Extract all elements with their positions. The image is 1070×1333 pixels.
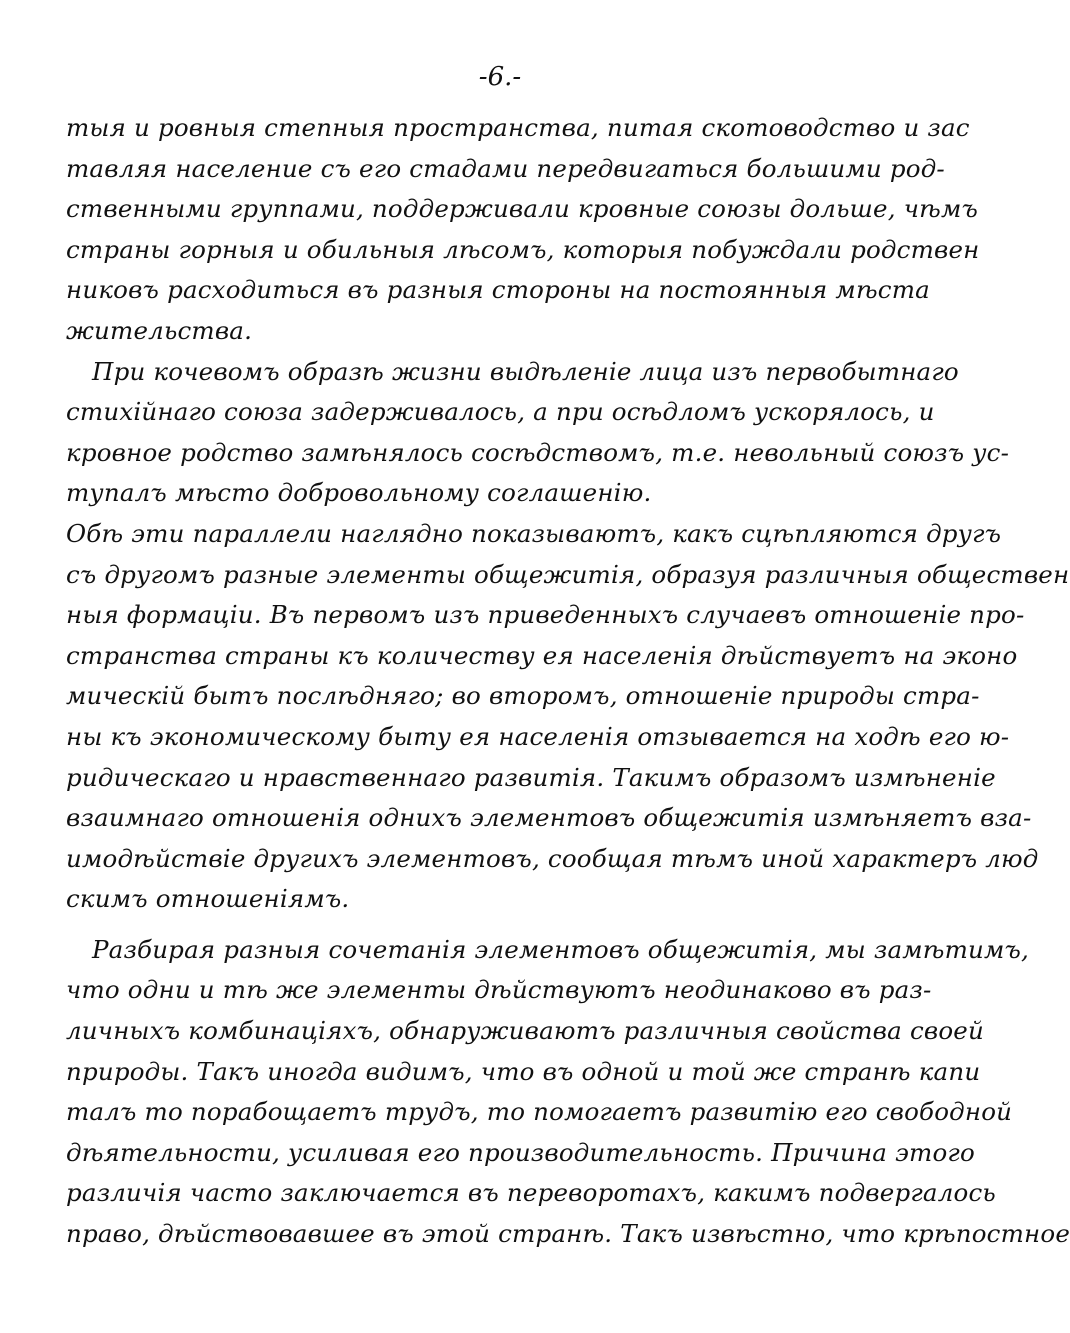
text-line: право, дѣйствовавшее въ этой странѣ. Такъ извѣстно, что крѣпостное bbox=[66, 1219, 1070, 1249]
paragraph-gap bbox=[66, 920, 896, 930]
text-line: Разбирая разныя сочетанія элементовъ общежитія, мы замѣтимъ, bbox=[92, 934, 1030, 964]
text-line: Обѣ эти параллели наглядно показываютъ, какъ сцѣпляются другъ bbox=[66, 518, 1002, 548]
text-line: различія часто заключается въ переворотахъ, какимъ подвергалось bbox=[66, 1178, 996, 1208]
text-line: стихійнаго союза задерживалось, а при осѣдломъ ускорялось, и bbox=[66, 397, 935, 427]
text-line: что одни и тѣ же элементы дѣйствуютъ неодинаково въ раз- bbox=[66, 975, 932, 1005]
text-line: личныхъ комбинаціяхъ, обнаруживаютъ различныя свойства своей bbox=[66, 1016, 984, 1046]
paragraph bbox=[66, 930, 1070, 1255]
text-line: страны горныя и обильныя лѣсомъ, которыя побуждали родствен bbox=[66, 234, 980, 264]
text-line: взаимнаго отношенія однихъ элементовъ общежитія измѣняетъ вза- bbox=[66, 803, 1032, 833]
manuscript-text bbox=[66, 108, 1070, 1255]
text-line: имодѣйствіе другихъ элементовъ, сообщая тѣмъ иной характеръ люд bbox=[66, 843, 1039, 873]
text-line: тыя и ровныя степныя пространства, питая скотоводство и зас bbox=[66, 113, 970, 142]
text-line: ственными группами, поддерживали кровные союзы дольше, чѣмъ bbox=[66, 194, 979, 224]
text-line: талъ то порабощаетъ трудъ, то помогаетъ развитію его свободной bbox=[66, 1097, 1013, 1127]
text-line: природы. Такъ иногда видимъ, что въ одной и той же странѣ капи bbox=[66, 1056, 981, 1086]
text-line: ридическаго и нравственнаго развитія. Такимъ образомъ измѣненіе bbox=[66, 762, 996, 792]
text-line: При кочевомъ образѣ жизни выдѣленіе лица изъ первобытнаго bbox=[92, 356, 959, 386]
paragraph bbox=[66, 108, 980, 352]
text-line: кровное родство замѣнялось сосѣдствомъ, т.е. невольный союзъ ус- bbox=[66, 437, 1010, 467]
paragraph bbox=[66, 352, 1010, 514]
text-line: ны къ экономическому быту ея населенія отзывается на ходѣ его ю- bbox=[66, 721, 1010, 751]
text-line: странства страны къ количеству ея населенія дѣйствуетъ на эконо bbox=[66, 640, 1018, 670]
text-line: мическій бытъ послѣдняго; во второмъ, отношеніе природы стра- bbox=[66, 681, 980, 711]
text-line: жительства. bbox=[66, 315, 253, 345]
text-line: никовъ расходиться въ разныя стороны на постоянныя мѣста bbox=[66, 275, 930, 305]
page-number: -6.- bbox=[478, 62, 522, 92]
text-line: тавляя население съ его стадами передвигаться большими род- bbox=[66, 153, 945, 183]
text-line: скимъ отношеніямъ. bbox=[66, 884, 350, 914]
paragraph bbox=[66, 514, 1070, 920]
text-line: съ другомъ разные элементы общежитія, образуя различныя обществен bbox=[66, 559, 1070, 589]
text-line: дѣятельности, усиливая его производительность. Причина этого bbox=[66, 1137, 975, 1167]
text-line: тупалъ мѣсто добровольному соглашенію. bbox=[66, 478, 652, 508]
text-line: ныя формаціи. Въ первомъ изъ приведенныхъ случаевъ отношеніе про- bbox=[66, 600, 1025, 630]
